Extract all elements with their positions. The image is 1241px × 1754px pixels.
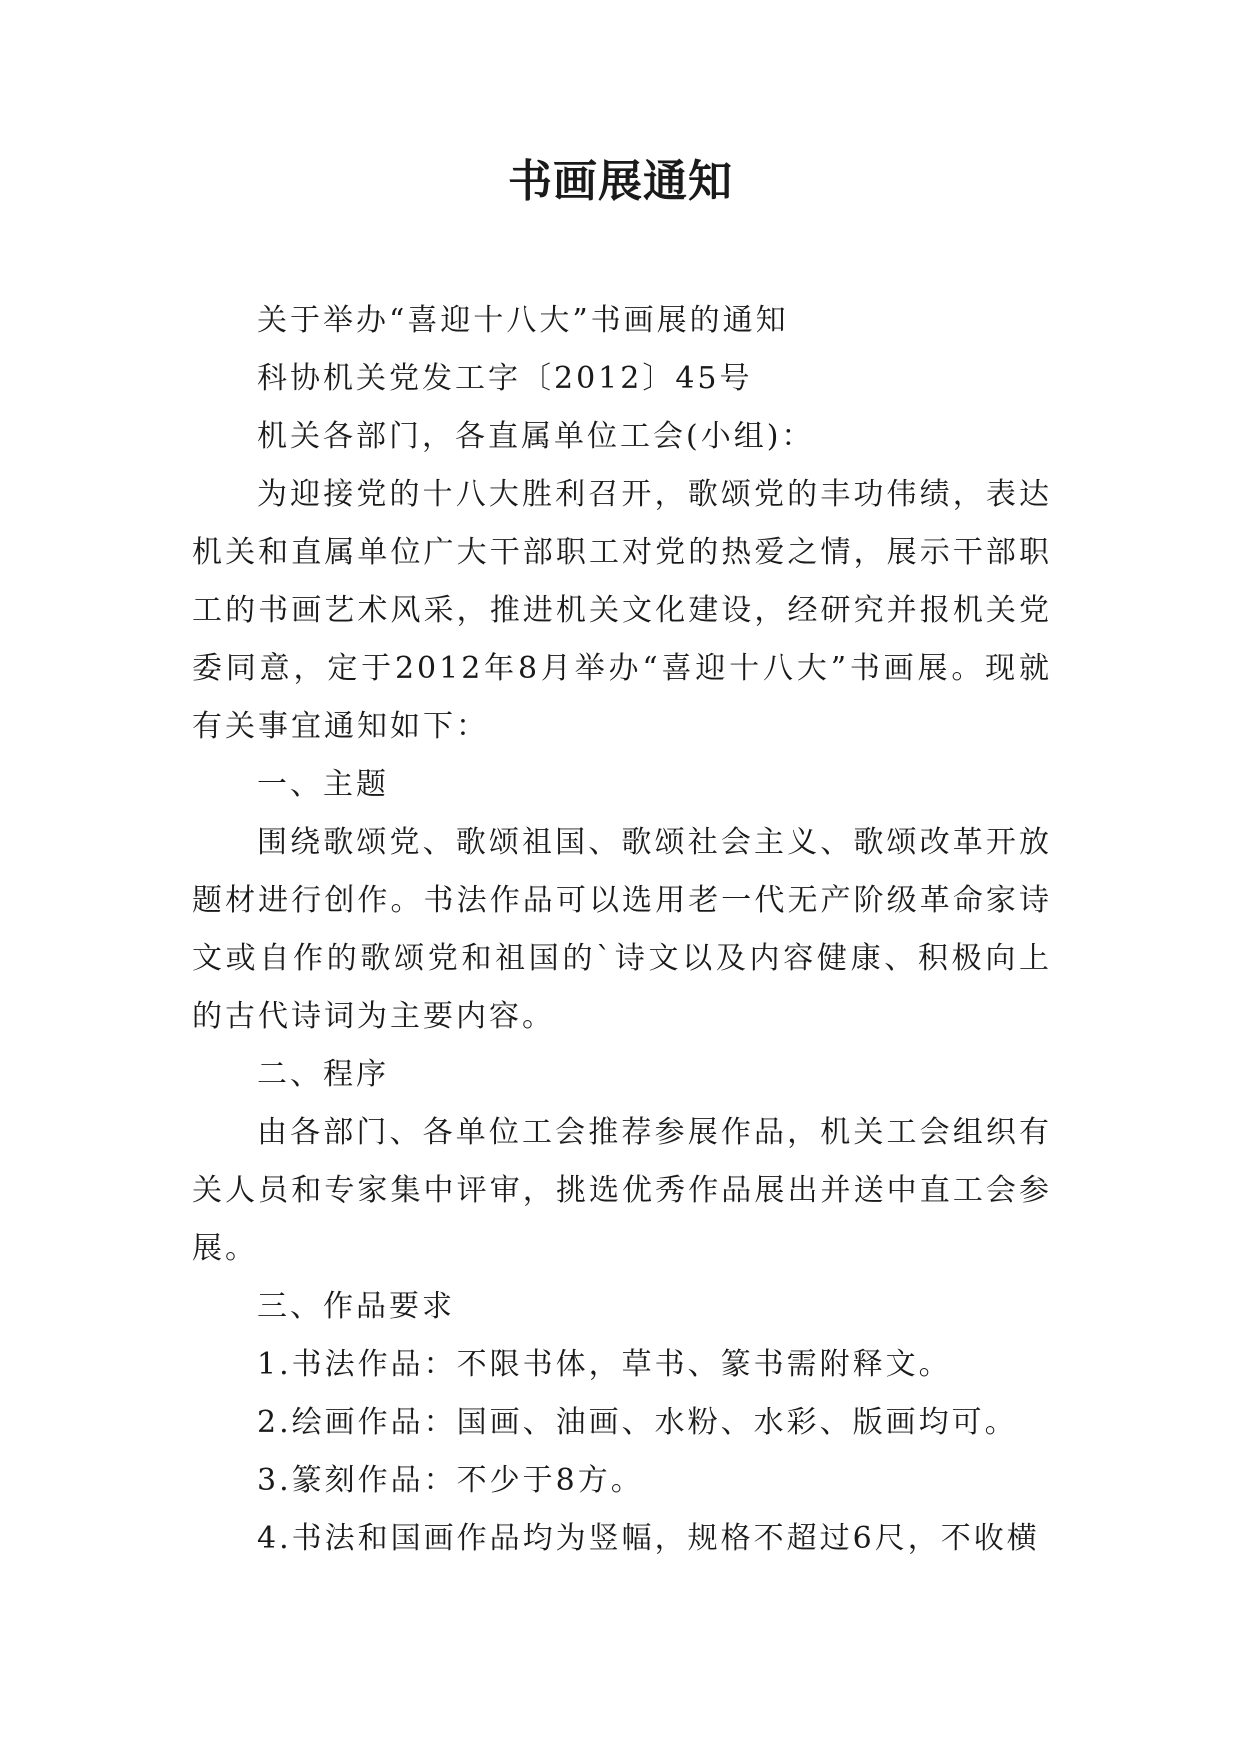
theme-paragraph: 围绕歌颂党、歌颂祖国、歌颂社会主义、歌颂改革开放题材进行创作。书法作品可以选用老一代无产阶级革命家诗文或自作的歌颂党和祖国的`诗文以及内容健康、积极向上的古代诗词为主要内容。: [192, 825, 1052, 1034]
recipients-line: 机关各部门，各直属单位工会(小组)：: [257, 419, 815, 454]
requirement-item-1: 1.书法作品：不限书体，草书、篆书需附释文。: [257, 1347, 952, 1382]
requirement-item-2: 2.绘画作品：国画、油画、水粉、水彩、版画均可。: [257, 1405, 1018, 1440]
procedure-paragraph: 由各部门、各单位工会推荐参展作品，机关工会组织有关人员和专家集中评审，挑选优秀作品展出并送中直工会参展。: [192, 1115, 1052, 1266]
intro-paragraph: 为迎接党的十八大胜利召开，歌颂党的丰功伟绩，表达机关和直属单位广大干部职工对党的热爱之情，展示干部职工的书画艺术风采，推进机关文化建设，经研究并报机关党委同意，定于2012年8月举办“喜迎十八大”书画展。现就有关事宜通知如下：: [192, 477, 1052, 744]
document-body: [192, 292, 1052, 1568]
notice-heading: 关于举办“喜迎十八大”书画展的通知: [257, 303, 789, 338]
requirement-item-3: 3.篆刻作品：不少于8方。: [257, 1463, 644, 1498]
section-heading-requirements: 三、作品要求: [257, 1289, 455, 1324]
document-number: 科协机关党发工字〔2012〕45号: [257, 361, 753, 396]
document-title: 书画展通知: [508, 156, 733, 207]
section-heading-procedure: 二、程序: [257, 1057, 389, 1092]
section-heading-theme: 一、主题: [257, 767, 389, 802]
requirement-item-4: 4.书法和国画作品均为竖幅，规格不超过6尺，不收横: [257, 1521, 1040, 1556]
